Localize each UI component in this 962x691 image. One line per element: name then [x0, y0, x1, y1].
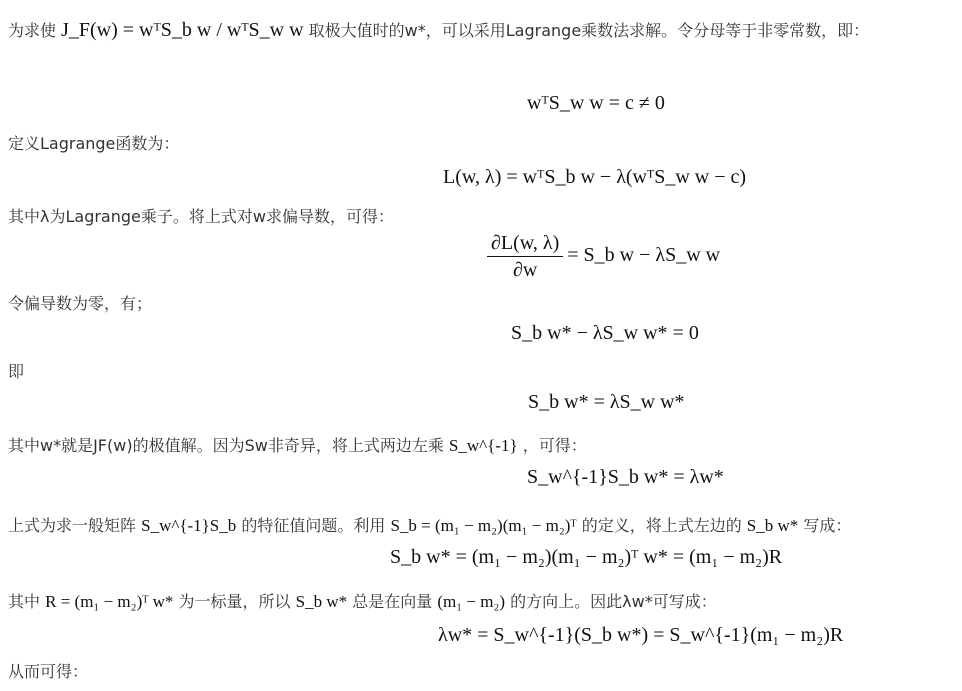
lagrange-function-formula: L(w, λ) = wᵀS_b w − λ(wᵀS_w w − c) — [443, 166, 747, 188]
intro-paragraph — [8, 20, 869, 41]
that-is-text: 即 — [8, 362, 25, 381]
eigen-formula: S_w^{-1}S_b w* = λw* — [527, 466, 724, 488]
sw-inv-sb-formula: S_w^{-1}S_b — [141, 516, 237, 535]
sb-definition-formula: S_b = (m₁ − m₂)(m₁ − m₂)ᵀ — [390, 516, 577, 535]
scalar-text-pre: 其中 — [8, 592, 41, 611]
derivative-rhs: = S_b w − λS_w w — [567, 244, 721, 267]
lambda-w-formula: λw* = S_w^{-1}(S_b w*) = S_w^{-1}(m₁ − m₂)R — [438, 624, 844, 646]
derivative-fraction — [487, 232, 563, 281]
sb-w-inline-formula: S_b w* — [295, 592, 348, 611]
sw-inverse-formula: S_w^{-1} — [448, 436, 518, 455]
eigen-text-post: 写成： — [803, 516, 852, 535]
eigen-text-mid2: 的定义，将上式左边的 — [581, 516, 742, 535]
scalar-text-post: 的方向上。因此λw*可写成： — [510, 592, 717, 611]
fraction-numerator: ∂L(w, λ) — [487, 232, 563, 257]
fisher-criterion-formula: J_F(w) = wᵀS_b w / wᵀS_w w — [61, 19, 304, 41]
zero-derivative-formula: S_b w* − λS_w w* = 0 — [511, 322, 699, 344]
eigen-text-mid1: 的特征值问题。利用 — [241, 516, 386, 535]
partial-derivative-text: 其中λ为Lagrange乘子。将上式对w求偏导数，可得： — [8, 207, 394, 226]
conclusion-text: 从而可得： — [8, 662, 89, 681]
lagrange-definition-text: 定义Lagrange函数为： — [8, 134, 180, 153]
sb-w-formula: S_b w* — [746, 516, 799, 535]
partial-derivative-formula — [487, 232, 720, 281]
scalar-text-mid1: 为一标量，所以 — [178, 592, 291, 611]
scalar-paragraph — [8, 592, 717, 612]
constraint-formula: wᵀS_w w = c ≠ 0 — [527, 92, 665, 114]
generalized-eigen-formula: S_b w* = λS_w w* — [528, 391, 685, 413]
eigen-text-pre: 上式为求一般矩阵 — [8, 516, 137, 535]
fraction-denominator: ∂w — [512, 259, 538, 281]
scalar-text-mid2: 总是在向量 — [352, 592, 433, 611]
r-definition-formula: R = (m₁ − m₂)ᵀ w* — [45, 592, 174, 611]
sb-w-expansion-formula: S_b w* = (m₁ − m₂)(m₁ − m₂)ᵀ w* = (m₁ − m₂)R — [390, 546, 783, 568]
extremum-paragraph — [8, 436, 587, 456]
extremum-text-post: ，可得： — [522, 436, 587, 455]
eigen-problem-paragraph — [8, 516, 851, 536]
intro-text-pre: 为求使 — [8, 21, 57, 40]
intro-text-post: 取极大值时的w*，可以采用Lagrange乘数法求解。令分母等于非零常数，即： — [308, 21, 870, 40]
extremum-text-pre: 其中w*就是JF(w)的极值解。因为Sw非奇异，将上式两边左乘 — [8, 436, 444, 455]
mean-difference-formula: (m₁ − m₂) — [437, 592, 506, 611]
set-zero-text: 令偏导数为零，有； — [8, 294, 153, 313]
